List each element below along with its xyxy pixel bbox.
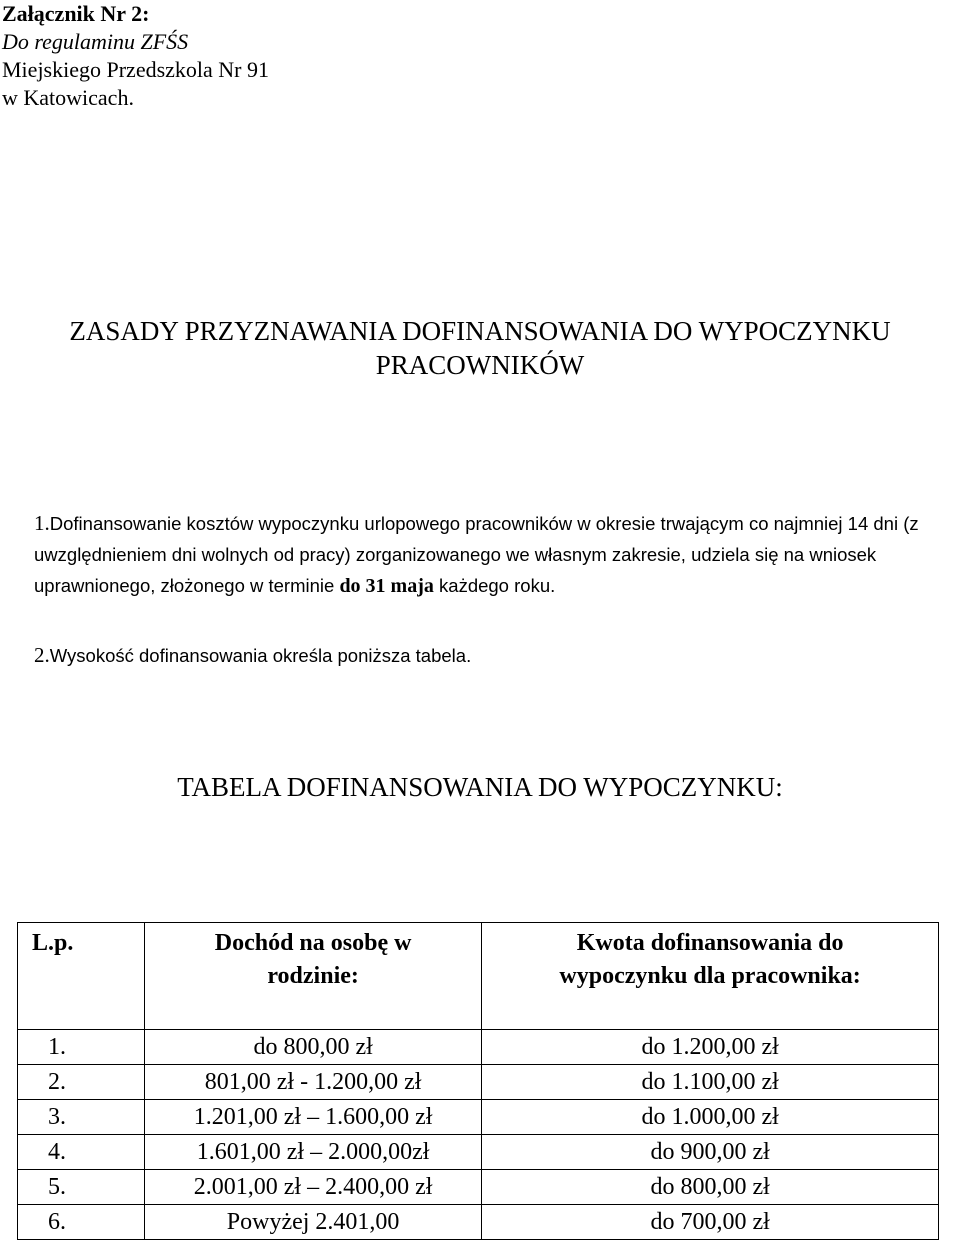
cell-income: 1.601,00 zł – 2.000,00zł <box>144 1135 481 1170</box>
table-row <box>18 1100 939 1135</box>
cell-income: 2.001,00 zł – 2.400,00 zł <box>144 1170 481 1205</box>
document-header <box>2 0 269 112</box>
paragraph-1 <box>34 508 958 602</box>
header-income-line-2: rodzinie: <box>267 963 359 989</box>
cell-lp: 1. <box>18 1030 145 1065</box>
table-row <box>18 1135 939 1170</box>
header-amount-line-1: Kwota dofinansowania do <box>576 930 844 956</box>
paragraph-1-text: Dofinansowanie kosztów wypoczynku urlopowego pracowników w okresie trwającym co najmniej 14 dni (z uwzględnieniem dni wolnych od pracy) zorganizowanego we własnym zakresie, udziela się na wniosek uprawnionego, złożonego w terminie <box>34 513 919 596</box>
cell-income: 1.201,00 zł – 1.600,00 zł <box>144 1100 481 1135</box>
attachment-label: Załącznik Nr 2: <box>2 1 150 26</box>
table-row <box>18 1205 939 1240</box>
regulation-reference: Do regulaminu ZFŚS <box>2 29 189 54</box>
paragraph-1-text-end: każdego roku. <box>433 575 556 596</box>
title-line-1: ZASADY PRZYZNAWANIA DOFINANSOWANIA DO WYPOCZYNKU <box>69 316 891 346</box>
document-title <box>0 314 960 382</box>
table-row <box>18 1030 939 1065</box>
institution-name: Miejskiego Przedszkola Nr 91 <box>2 57 269 82</box>
header-amount <box>482 923 939 1030</box>
cell-amount: do 1.200,00 zł <box>482 1030 939 1065</box>
cell-amount: do 800,00 zł <box>482 1170 939 1205</box>
cell-amount: do 900,00 zł <box>482 1135 939 1170</box>
paragraph-2 <box>34 640 958 671</box>
table-row <box>18 1065 939 1100</box>
table-header-row <box>18 923 939 1030</box>
paragraph-2-text: Wysokość dofinansowania określa poniższa tabela. <box>49 645 472 666</box>
table-row <box>18 1170 939 1205</box>
cell-income: 801,00 zł - 1.200,00 zł <box>144 1065 481 1100</box>
header-lp: L.p. <box>18 923 145 1030</box>
cell-lp: 4. <box>18 1135 145 1170</box>
cell-lp: 2. <box>18 1065 145 1100</box>
paragraph-1-number: 1. <box>34 511 50 535</box>
cell-lp: 3. <box>18 1100 145 1135</box>
table-title: TABELA DOFINANSOWANIA DO WYPOCZYNKU: <box>177 772 783 802</box>
title-line-2: PRACOWNIKÓW <box>375 350 585 380</box>
cell-income: Powyżej 2.401,00 <box>144 1205 481 1240</box>
header-amount-line-2: wypoczynku dla pracownika: <box>559 963 861 989</box>
cell-lp: 5. <box>18 1170 145 1205</box>
institution-city: w Katowicach. <box>2 85 134 110</box>
header-income <box>144 923 481 1030</box>
cell-amount: do 1.000,00 zł <box>482 1100 939 1135</box>
cell-amount: do 1.100,00 zł <box>482 1065 939 1100</box>
cell-lp: 6. <box>18 1205 145 1240</box>
paragraph-2-number: 2. <box>34 643 50 667</box>
subsidy-table <box>17 922 939 1240</box>
cell-amount: do 700,00 zł <box>482 1205 939 1240</box>
deadline-bold: do 31 maja <box>339 575 434 597</box>
header-income-line-1: Dochód na osobę w <box>214 930 412 956</box>
cell-income: do 800,00 zł <box>144 1030 481 1065</box>
